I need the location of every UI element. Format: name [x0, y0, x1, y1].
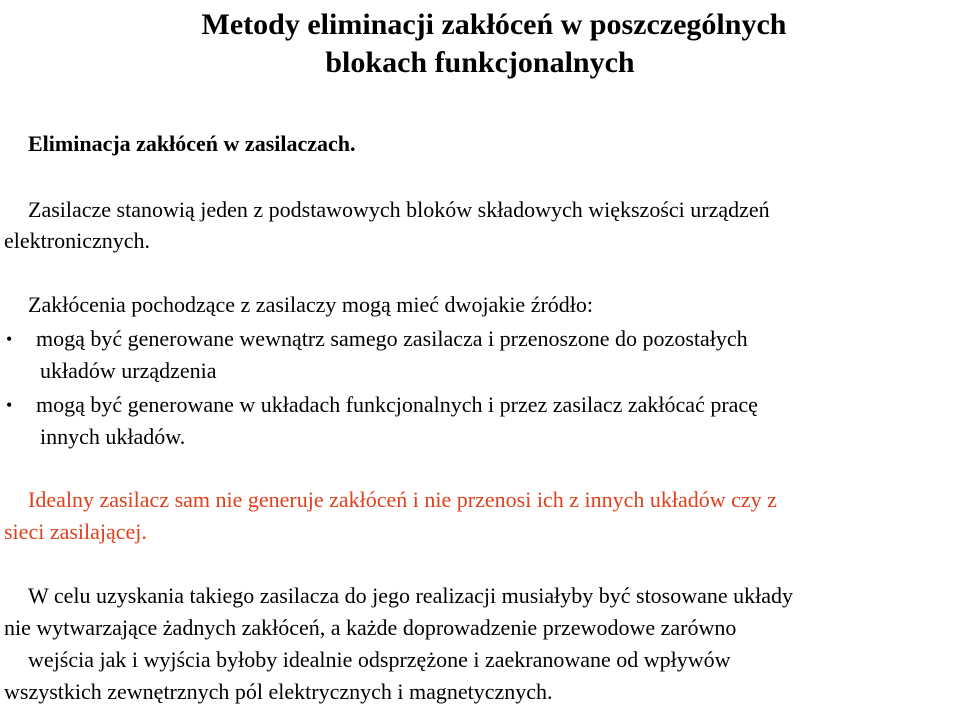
section-heading: Eliminacja zakłóceń w zasilaczach.: [28, 131, 356, 156]
sources-lead: Zakłócenia pochodzące z zasilaczy mogą mieć dwojakie źródło:: [28, 292, 594, 317]
slide-title-line-2: blokach funkcjonalnych: [325, 46, 635, 79]
ideal-line-1: Idealny zasilacz sam nie generuje zakłóceń i nie przenosi ich z innych układów czy z: [28, 487, 777, 512]
conclusion-line-2: nie wytwarzające żadnych zakłóceń, a każde doprowadzenie przewodowe zarówno: [4, 615, 737, 640]
slide-title-line-1: Metody eliminacji zakłóceń w poszczególnych: [201, 8, 787, 41]
bullet-1-line-2: układów urządzenia: [40, 358, 217, 383]
ideal-line-2: sieci zasilającej.: [4, 519, 147, 544]
conclusion-line-1: W celu uzyskania takiego zasilacza do jego realizacji musiałyby być stosowane układy: [28, 583, 794, 608]
slide-title: [0, 6, 960, 82]
conclusion-line-3: wejścia jak i wyjścia byłoby idealnie odsprzężone i zaekranowane od wpływów: [28, 647, 731, 672]
bullet-2-line-1: mogą być generowane w układach funkcjonalnych i przez zasilacz zakłócać pracę: [36, 392, 758, 417]
intro-line-1: Zasilacze stanowią jeden z podstawowych bloków składowych większości urządzeń: [28, 197, 770, 222]
intro-line-2: elektronicznych.: [4, 228, 150, 253]
bullet-1-line-1: mogą być generowane wewnątrz samego zasilacza i przenoszone do pozostałych: [36, 326, 748, 351]
bullet-2-glyph: •: [6, 395, 13, 415]
bullet-1-glyph: •: [6, 329, 13, 349]
bullet-2-line-2: innych układów.: [40, 424, 186, 449]
conclusion-line-4: wszystkich zewnętrznych pól elektrycznych i magnetycznych.: [4, 679, 553, 704]
